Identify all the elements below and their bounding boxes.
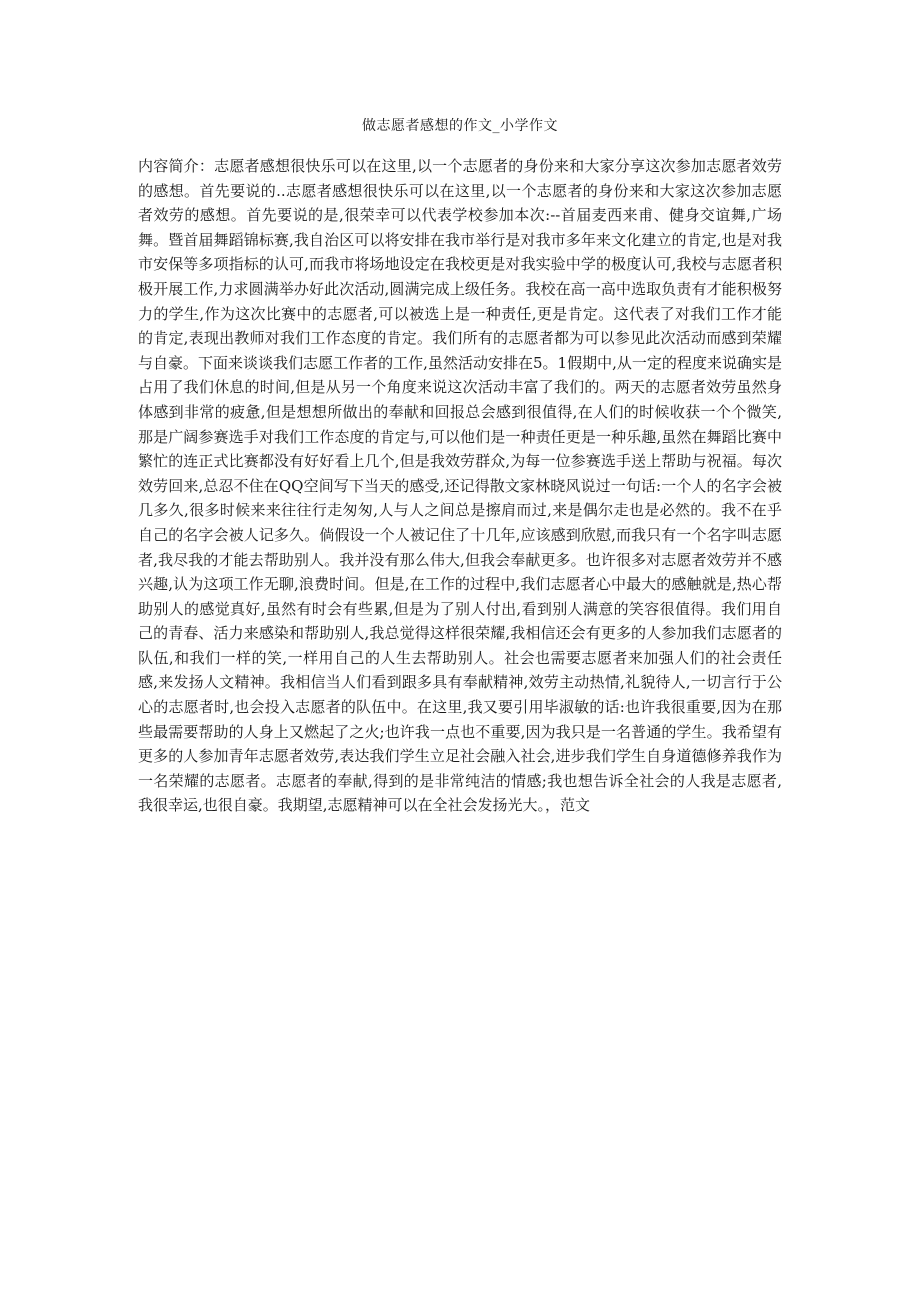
document-body-text: 内容简介：志愿者感想很快乐可以在这里,以一个志愿者的身份来和大家分享这次参加志愿者效劳的感想。首先要说的..志愿者感想很快乐可以在这里,以一个志愿者的身份来和大家这次参加志愿者效劳的感想。首先要说的是,很荣幸可以代表学校参加本次:--首届麦西来甫、健身交谊舞,广场舞。暨首届舞蹈锦标赛,我自治区可以将安排在我市举行是对我市多年来文化建立的肯定,也是对我市安保等多项指标的认可,而我市将场地设定在我校更是对我实验中学的极度认可,我校与志愿者积极开展工作,力求圆满举办好此次活动,圆满完成上级任务。我校在高一高中选取负责有才能积极努力的学生,作为这次比赛中的志愿者,可以被选上是一种责任,更是肯定。这代表了对我们工作才能的肯定,表现出教师对我们工作态度的肯定。我们所有的志愿者都为可以参见此次活动而感到荣耀与自豪。下面来谈谈我们志愿工作者的工作,虽然活动安排在5。1假期中,从一定的程度来说确实是占用了我们休息的时间,但是从另一个角度来说这次活动丰富了我们的。两天的志愿者效劳虽然身体感到非常的疲惫,但是想想所做出的奉献和回报总会感到很值得,在人们的时候收获一个个微笑,那是广阔参赛选手对我们工作态度的肯定与,可以他们是一种责任更是一种乐趣,虽然在舞蹈比赛中繁忙的连正式比赛都没有好好看上几个,但是我效劳群众,为每一位参赛选手送上帮助与祝福。每次效劳回来,总忍不住在QQ空间写下当天的感受,还记得散文家林晓风说过一句话:一个人的名字会被几多久,很多时候来来往往行走匆匆,人与人之间总是擦肩而过,来是偶尔走也是必然的。我不在乎自己的名字会被人记多久。倘假设一个人被记住了十几年,应该感到欣慰,而我只有一个名字叫志愿者,我尽我的才能去帮助别人。我并没有那么伟大,但我会奉献更多。也许很多对志愿者效劳并不感兴趣,认为这项工作无聊,浪费时间。但是,在工作的过程中,我们志愿者心中最大的感触就是,热心帮助别人的感觉真好,虽然有时会有些累,但是为了别人付出,看到别人满意的笑容很值得。我们用自己的青春、活力来感染和帮助别人,我总觉得这样很荣耀,我相信还会有更多的人参加我们志愿者的队伍,和我们一样的笑,一样用自己的人生去帮助别人。社会也需要志愿者来加强人们的社会责任感,来发扬人文精神。我相信当人们看到跟多具有奉献精神,效劳主动热情,礼貌待人,一切言行于公心的志愿者时,也会投入志愿者的队伍中。在这里,我又要引用毕淑敏的话:也许我很重要,因为在那些最需要帮助的人身上又燃起了之火;也许我一点也不重要,因为我只是一名普通的学生。我希望有更多的人参加青年志愿者效劳,表达我们学生立足社会融入社会,进步我们学生自身道德修养我作为一名荣耀的志愿者。志愿者的奉献,得到的是非常纯洁的情感;我也想告诉全社会的人我是志愿者,我很幸运,也很自豪。我期望,志愿精神可以在全社会发扬光大。，范文: [138, 157, 782, 815]
document-title: 做志愿者感想的作文_小学作文: [362, 118, 558, 134]
